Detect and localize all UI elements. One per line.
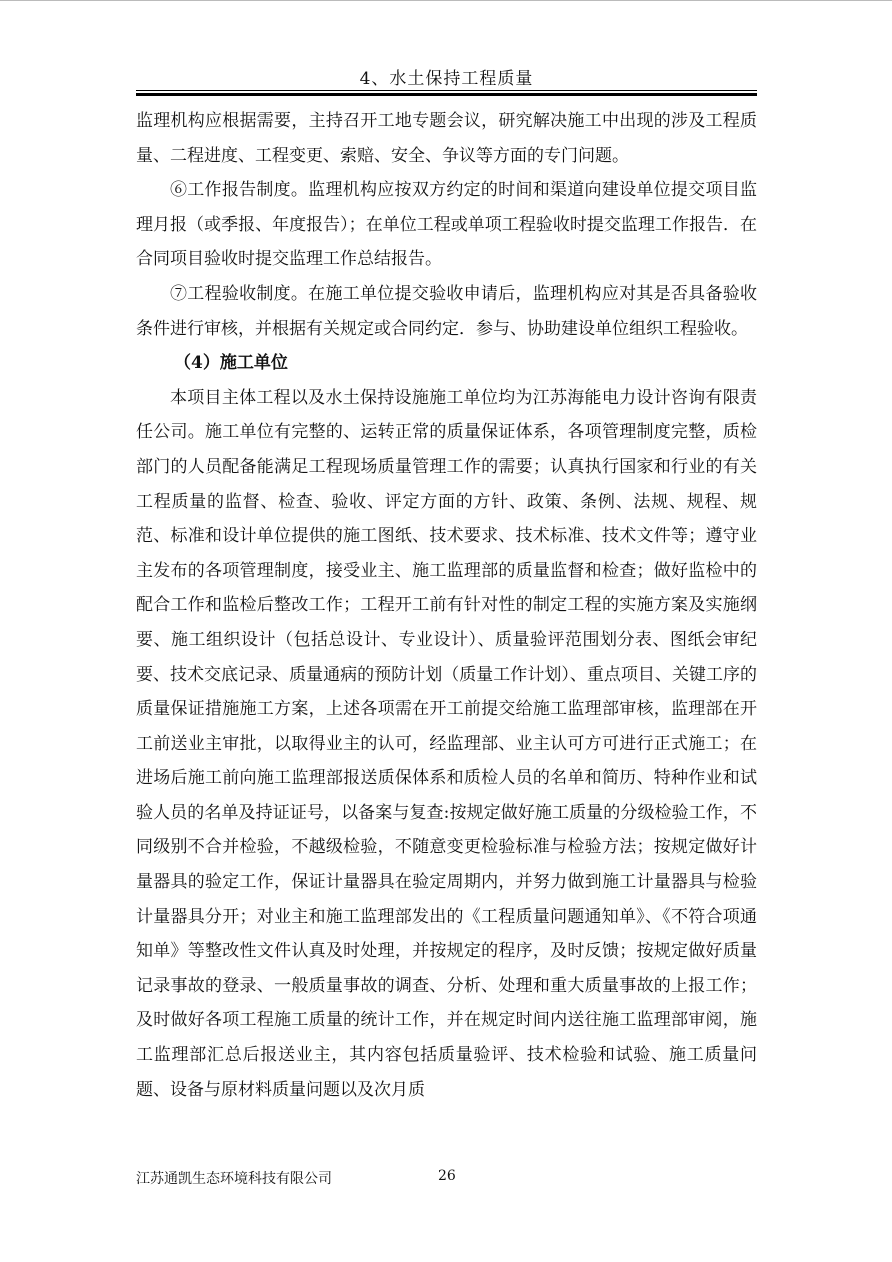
header-rule-thick	[136, 93, 757, 96]
header-rule-thin	[136, 90, 757, 91]
paragraph-acceptance-system: ⑦工程验收制度。在施工单位提交验收申请后，监理机构应对其是否具备验收条件进行审核，并根据有关规定或合同约定．参与、协助建设单位组织工程验收。	[136, 283, 757, 339]
document-body	[136, 104, 757, 1107]
page-header-title: 4、水土保持工程质量	[359, 69, 534, 89]
page-top-border	[0, 0, 892, 1]
paragraph-continuation: 监理机构应根据需要，主持召开工地专题会议，研究解决施工中出现的涉及工程质量、二程进度、工程变更、索赔、安全、争议等方面的专门问题。	[136, 111, 757, 166]
page-number: 26	[438, 1168, 456, 1184]
section-heading-construction-unit: （4）施工单位	[174, 353, 288, 374]
paragraph-construction-unit: 本项目主体工程以及水土保持设施施工单位均为江苏海能电力设计咨询有限责任公司。施工单位有完整的、运转正常的质量保证体系，各项管理制度完整，质检部门的人员配备能满足工程现场质量管理工作的需要；认真执行国家和行业的有关工程质量的监督、检查、验收、评定方面的方针、政策、条例、法规、规程、规范、标准和设计单位提供的施工图纸、技术要求、技术标准、技术文件等；遵守业主发布的各项管理制度，接受业主、施工监理部的质量监督和检查；做好监检中的配合工作和监检后整改工作；工程开工前有针对性的制定工程的实施方案及实施纲要、施工组织设计（包括总设计、专业设计）、质量验评范围划分表、图纸会审纪要、技术交底记录、质量通病的预防计划（质量工作计划）、重点项目、关键工序的质量保证措施施工方案，上述各项需在开工前提交给施工监理部审核，监理部在开工前送业主审批，以取得业主的认可，经监理部、业主认可方可进行正式施工；在进场后施工前向施工监理部报送质保体系和质检人员的名单和简历、特种作业和试验人员的名单及持证证号，以备案与复查:按规定做好施工质量的分级检验工作，不同级别不合并检验，不越级检验，不随意变更检验标准与检验方法；按规定做好计量器具的验定工作，保证计量器具在验定周期内，并努力做到施工计量器具与检验计量器具分开；对业主和施工监理部发出的《工程质量问题通知单》、《不符合项通知单》等整改性文件认真及时处理，并按规定的程序，及时反馈；按规定做好质量记录事故的登录、一般质量事故的调查、分析、处理和重大质量事故的上报工作；及时做好各项工程施工质量的统计工作，并在规定时间内送往施工监理部审阅，施工监理部汇总后报送业主，其内容包括质量验评、技术检验和试验、施工质量问题、设备与原材料质量问题以及次月质	[136, 387, 757, 1100]
footer-company: 江苏通凯生态环境科技有限公司	[136, 1171, 332, 1187]
paragraph-work-report-system: ⑥工作报告制度。监理机构应按双方约定的时间和渠道向建设单位提交项目监理月报（或季报、年度报告）；在单位工程或单项工程验收时提交监理工作报告．在合同项目验收时提交监理工作总结报告。	[136, 180, 757, 270]
